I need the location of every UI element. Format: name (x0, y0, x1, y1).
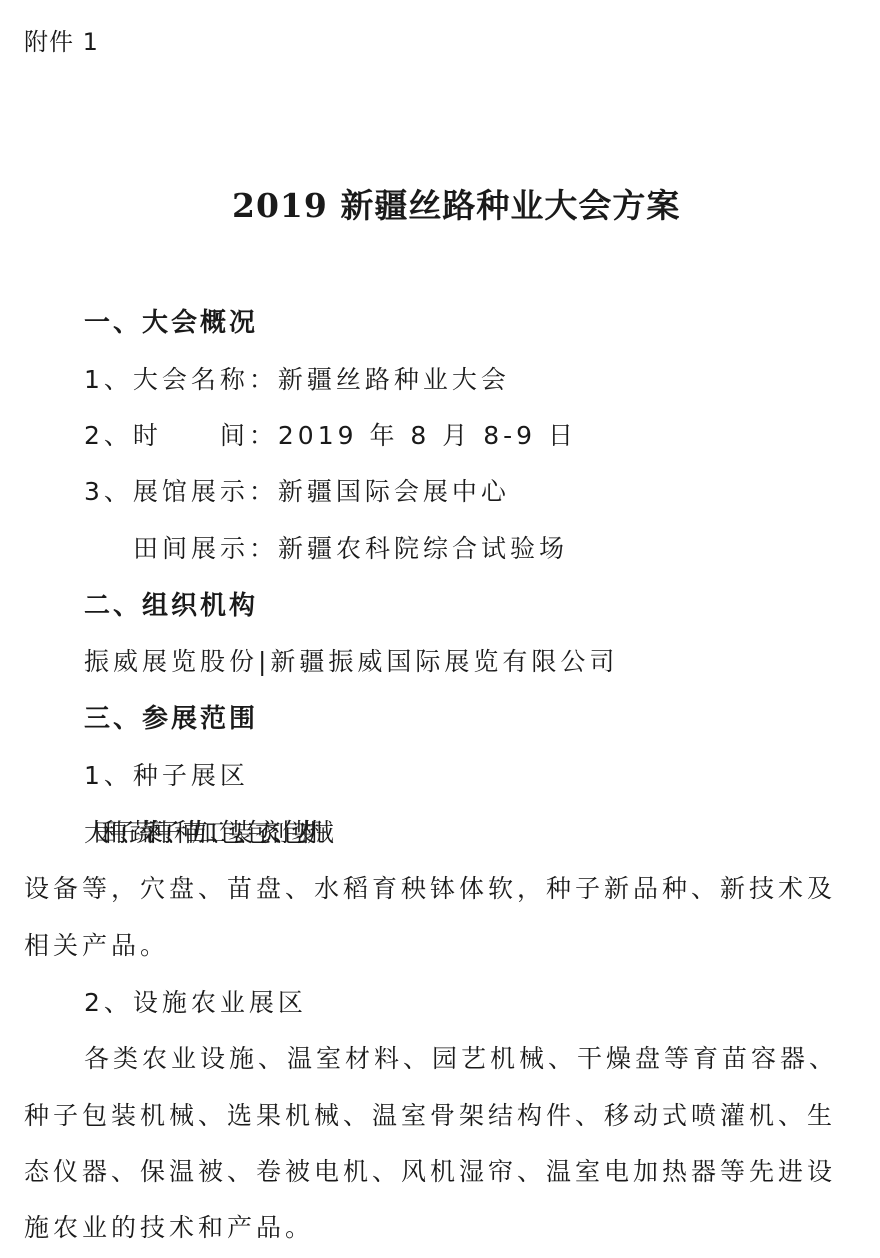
zone-seed-title: 1、种子展区 (84, 761, 249, 790)
section-heading-organization: 二、组织机构 (84, 591, 259, 621)
zone-facility-title: 2、设施农业展区 (84, 988, 307, 1017)
section-heading-scope: 三、参展范围 (84, 704, 259, 734)
conference-time: 2、时 间：2019 年 8 月 8-9 日 (84, 421, 578, 450)
hall-exhibition: 3、展馆展示：新疆国际会展中心 (84, 477, 510, 506)
zone-facility-line-1: 各类农业设施、温室材料、园艺机械、干燥盘等育苗容器、 (84, 1044, 839, 1073)
zone-facility-line-2: 种子包装机械、选果机械、温室骨架结构件、移动式喷灌机、生 (24, 1101, 837, 1130)
zone-seed-line-3: 相关产品。 (24, 931, 170, 960)
organizer-text: 振威展览股份|新疆振威国际展览有限公司 (84, 647, 619, 676)
conference-name: 1、大会名称：新疆丝路种业大会 (84, 365, 510, 394)
zone-seed-line-1: 大田种子、蔬菜种子、种苗加工、包装、包衣剂、包装机械 (84, 818, 319, 847)
zone-seed-line-2: 设备等，穴盘、苗盘、水稻育秧钵体软，种子新品种、新技术及 (24, 874, 837, 903)
page-title: 2019 新疆丝路种业大会方案 (232, 186, 681, 225)
zone-facility-line-3: 态仪器、保温被、卷被电机、风机湿帘、温室电加热器等先进设 (24, 1157, 837, 1186)
zone-facility-line-4: 施农业的技术和产品。 (24, 1213, 315, 1242)
attachment-label: 附件 1 (24, 28, 99, 56)
section-heading-overview: 一、大会概况 (84, 308, 259, 338)
field-exhibition: 田间展示：新疆农科院综合试验场 (133, 534, 569, 563)
